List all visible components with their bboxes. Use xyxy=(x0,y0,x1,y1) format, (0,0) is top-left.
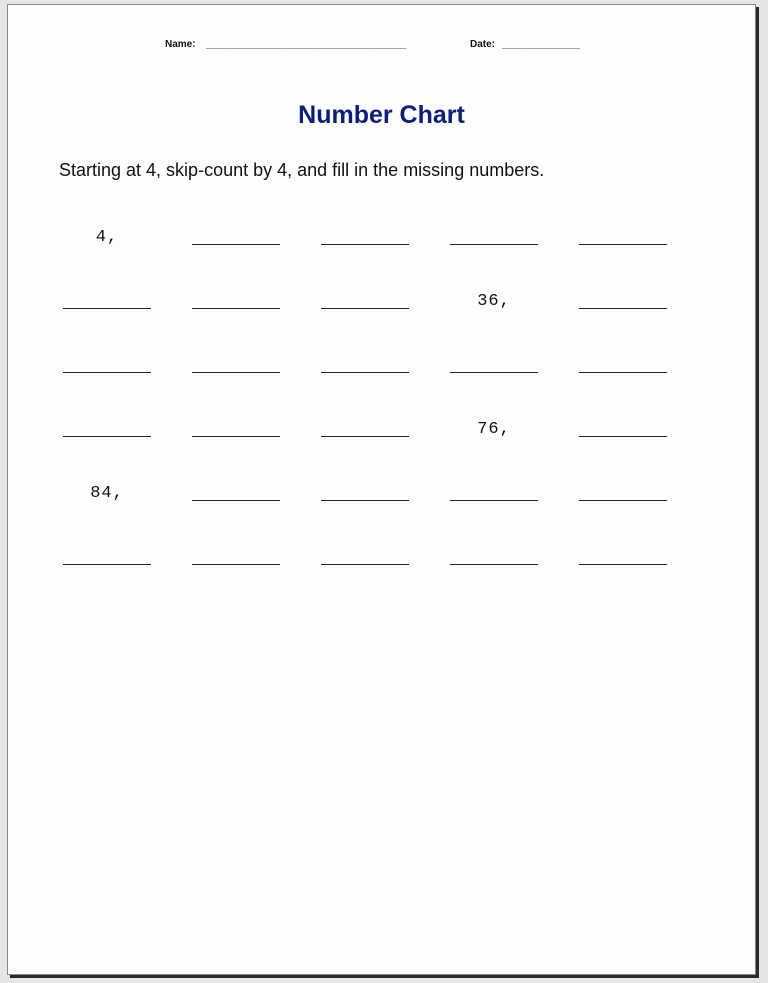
answer-blank[interactable] xyxy=(450,372,538,373)
answer-blank[interactable] xyxy=(579,564,667,565)
answer-blank[interactable] xyxy=(192,372,280,373)
date-label: Date: xyxy=(470,39,496,50)
page-title: Number Chart xyxy=(298,101,465,129)
number-grid xyxy=(8,5,755,974)
answer-blank[interactable] xyxy=(579,436,667,437)
given-number: 36, xyxy=(477,292,511,311)
answer-blank[interactable] xyxy=(192,500,280,501)
instructions: Starting at 4, skip-count by 4, and fill in the missing numbers. xyxy=(59,160,545,180)
answer-blank[interactable] xyxy=(63,564,151,565)
answer-blank[interactable] xyxy=(192,308,280,309)
answer-blank[interactable] xyxy=(192,244,280,245)
worksheet-page xyxy=(7,4,756,975)
answer-blank[interactable] xyxy=(321,372,409,373)
answer-blank[interactable] xyxy=(63,308,151,309)
answer-blank[interactable] xyxy=(192,564,280,565)
answer-blank[interactable] xyxy=(63,372,151,373)
answer-blank[interactable] xyxy=(321,500,409,501)
given-number: 76, xyxy=(477,420,511,439)
answer-blank[interactable] xyxy=(192,436,280,437)
answer-blank[interactable] xyxy=(579,244,667,245)
answer-blank[interactable] xyxy=(450,244,538,245)
given-number: 84, xyxy=(90,484,124,503)
answer-blank[interactable] xyxy=(321,436,409,437)
given-number: 4, xyxy=(95,228,119,247)
answer-blank[interactable] xyxy=(63,436,151,437)
answer-blank[interactable] xyxy=(450,500,538,501)
answer-blank[interactable] xyxy=(321,308,409,309)
name-field: ____________________________________ xyxy=(206,39,407,50)
answer-blank[interactable] xyxy=(450,564,538,565)
answer-blank[interactable] xyxy=(579,500,667,501)
answer-blank[interactable] xyxy=(579,308,667,309)
answer-blank[interactable] xyxy=(321,244,409,245)
answer-blank[interactable] xyxy=(579,372,667,373)
name-label: Name: xyxy=(165,39,196,50)
date-field: ______________ xyxy=(502,39,580,50)
answer-blank[interactable] xyxy=(321,564,409,565)
